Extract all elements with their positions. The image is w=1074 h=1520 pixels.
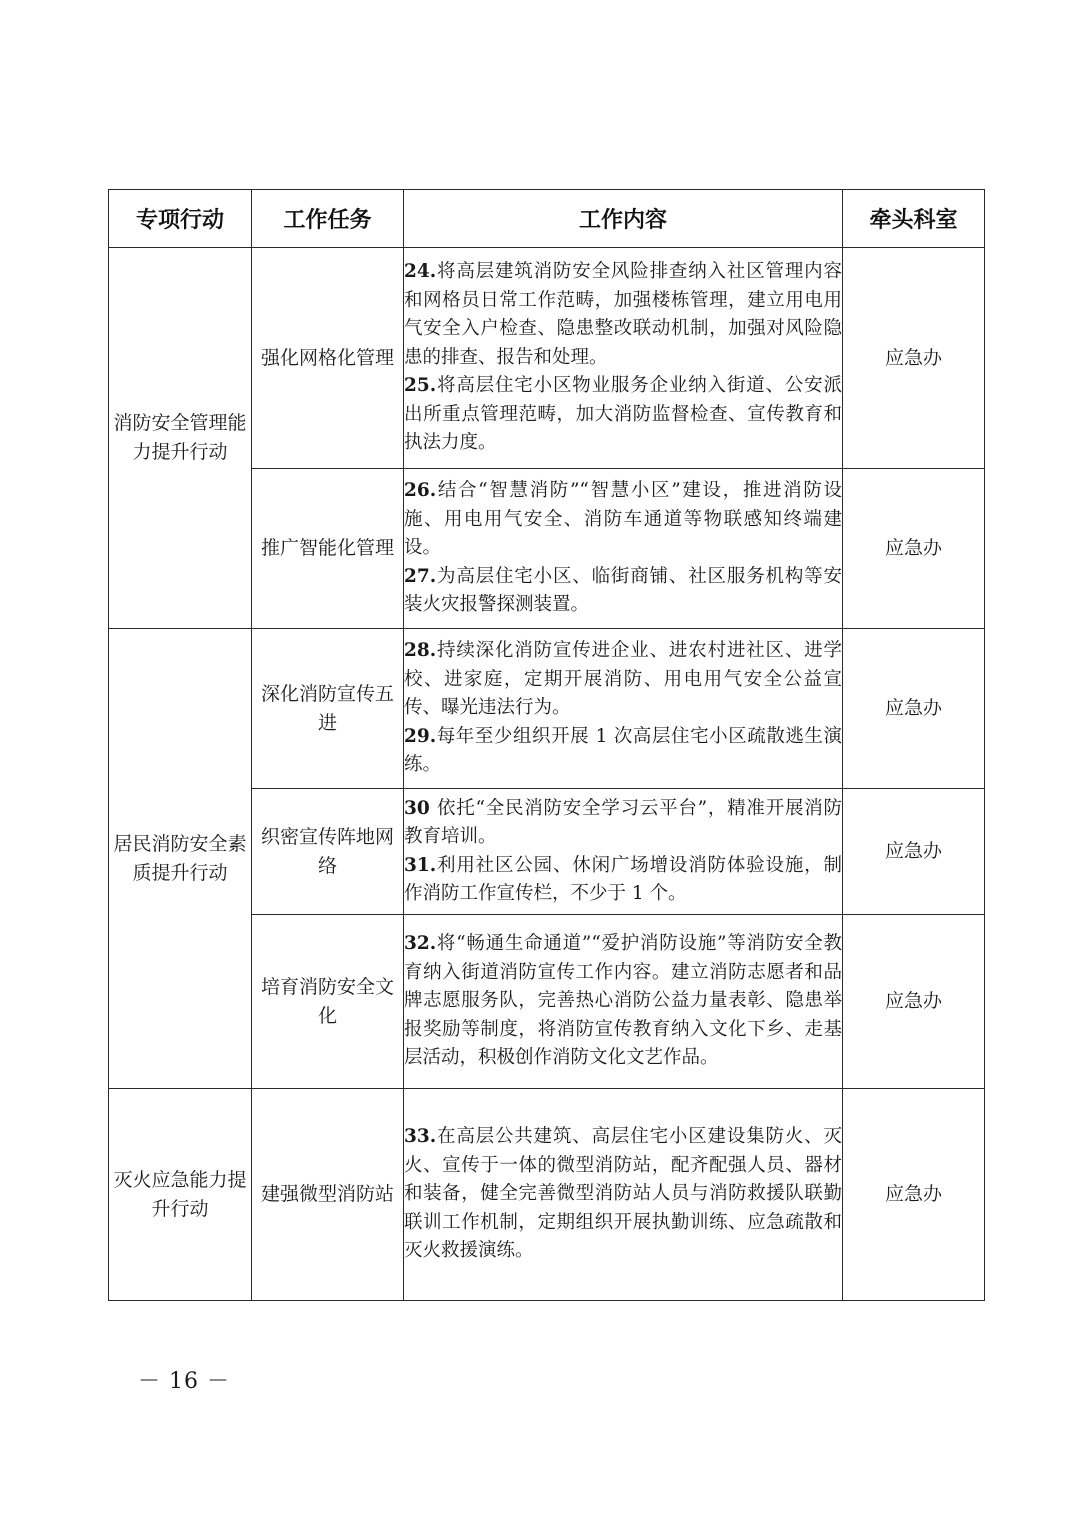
action-cell: 消防安全管理能力提升行动	[109, 248, 252, 629]
table-row	[109, 248, 985, 469]
content-cell	[404, 469, 843, 629]
content-cell	[404, 1089, 843, 1301]
dept-cell: 应急办	[843, 789, 985, 915]
content-item: 24.将高层建筑消防安全风险排查纳入社区管理内容和网格员日常工作范畴，加强楼栋管理，建立用电用气安全入户检查、隐患整改联动机制，加强对风险隐患的排查、报告和处理。	[404, 261, 842, 368]
table-row	[109, 1089, 985, 1301]
content-cell	[404, 629, 843, 789]
content-cell	[404, 248, 843, 469]
dept-cell: 应急办	[843, 915, 985, 1089]
dept-cell: 应急办	[843, 1089, 985, 1301]
header-action: 专项行动	[109, 190, 252, 248]
task-cell: 深化消防宣传五进	[252, 629, 404, 789]
header-task: 工作任务	[252, 190, 404, 248]
content-cell	[404, 915, 843, 1089]
content-item: 32.将“畅通生命通道”“爱护消防设施”等消防安全教育纳入街道消防宣传工作内容。建立消防志愿者和品牌志愿服务队，完善热心消防公益力量表彰、隐患举报奖励等制度，将消防宣传教育纳入文化下乡、走基层活动，积极创作消防文化文艺作品。	[404, 933, 842, 1069]
dept-cell: 应急办	[843, 248, 985, 469]
table-row	[109, 629, 985, 789]
task-cell: 织密宣传阵地网络	[252, 789, 404, 915]
page-number: － 16 －	[138, 1369, 230, 1394]
content-item: 26.结合“智慧消防”“智慧小区”建设，推进消防设施、用电用气安全、消防车通道等物联感知终端建设。	[404, 480, 842, 559]
content-item: 31.利用社区公园、休闲广场增设消防体验设施，制作消防工作宣传栏，不少于 1 个。	[404, 854, 842, 904]
table-header-row	[109, 190, 985, 248]
header-dept: 牵头科室	[843, 190, 985, 248]
content-cell	[404, 789, 843, 915]
content-item: 27.为高层住宅小区、临街商铺、社区服务机构等安装火灾报警探测装置。	[404, 565, 842, 616]
task-cell: 培育消防安全文化	[252, 915, 404, 1089]
task-cell: 推广智能化管理	[252, 469, 404, 629]
dept-cell: 应急办	[843, 469, 985, 629]
content-item: 28.持续深化消防宣传进企业、进农村进社区、进学校、进家庭，定期开展消防、用电用气安全公益宣传、曝光违法行为。	[404, 640, 842, 719]
content-item: 33.在高层公共建筑、高层住宅小区建设集防火、灭火、宣传于一体的微型消防站，配齐配强人员、器材和装备，健全完善微型消防站人员与消防救援队联勤联训工作机制，定期组织开展执勤训练、应急疏散和灭火救援演练。	[404, 1126, 842, 1262]
content-item: 25.将高层住宅小区物业服务企业纳入街道、公安派出所重点管理范畴，加大消防监督检查、宣传教育和执法力度。	[404, 375, 842, 454]
action-cell: 灭火应急能力提升行动	[109, 1089, 252, 1301]
task-cell: 建强微型消防站	[252, 1089, 404, 1301]
dept-cell: 应急办	[843, 629, 985, 789]
header-content: 工作内容	[404, 190, 843, 248]
action-plan-table	[108, 189, 985, 1301]
task-cell: 强化网格化管理	[252, 248, 404, 469]
action-cell: 居民消防安全素质提升行动	[109, 629, 252, 1089]
content-item: 30 依托“全民消防安全学习云平台”，精准开展消防教育培训。	[404, 797, 842, 847]
content-item: 29.每年至少组织开展 1 次高层住宅小区疏散逃生演练。	[404, 725, 842, 776]
